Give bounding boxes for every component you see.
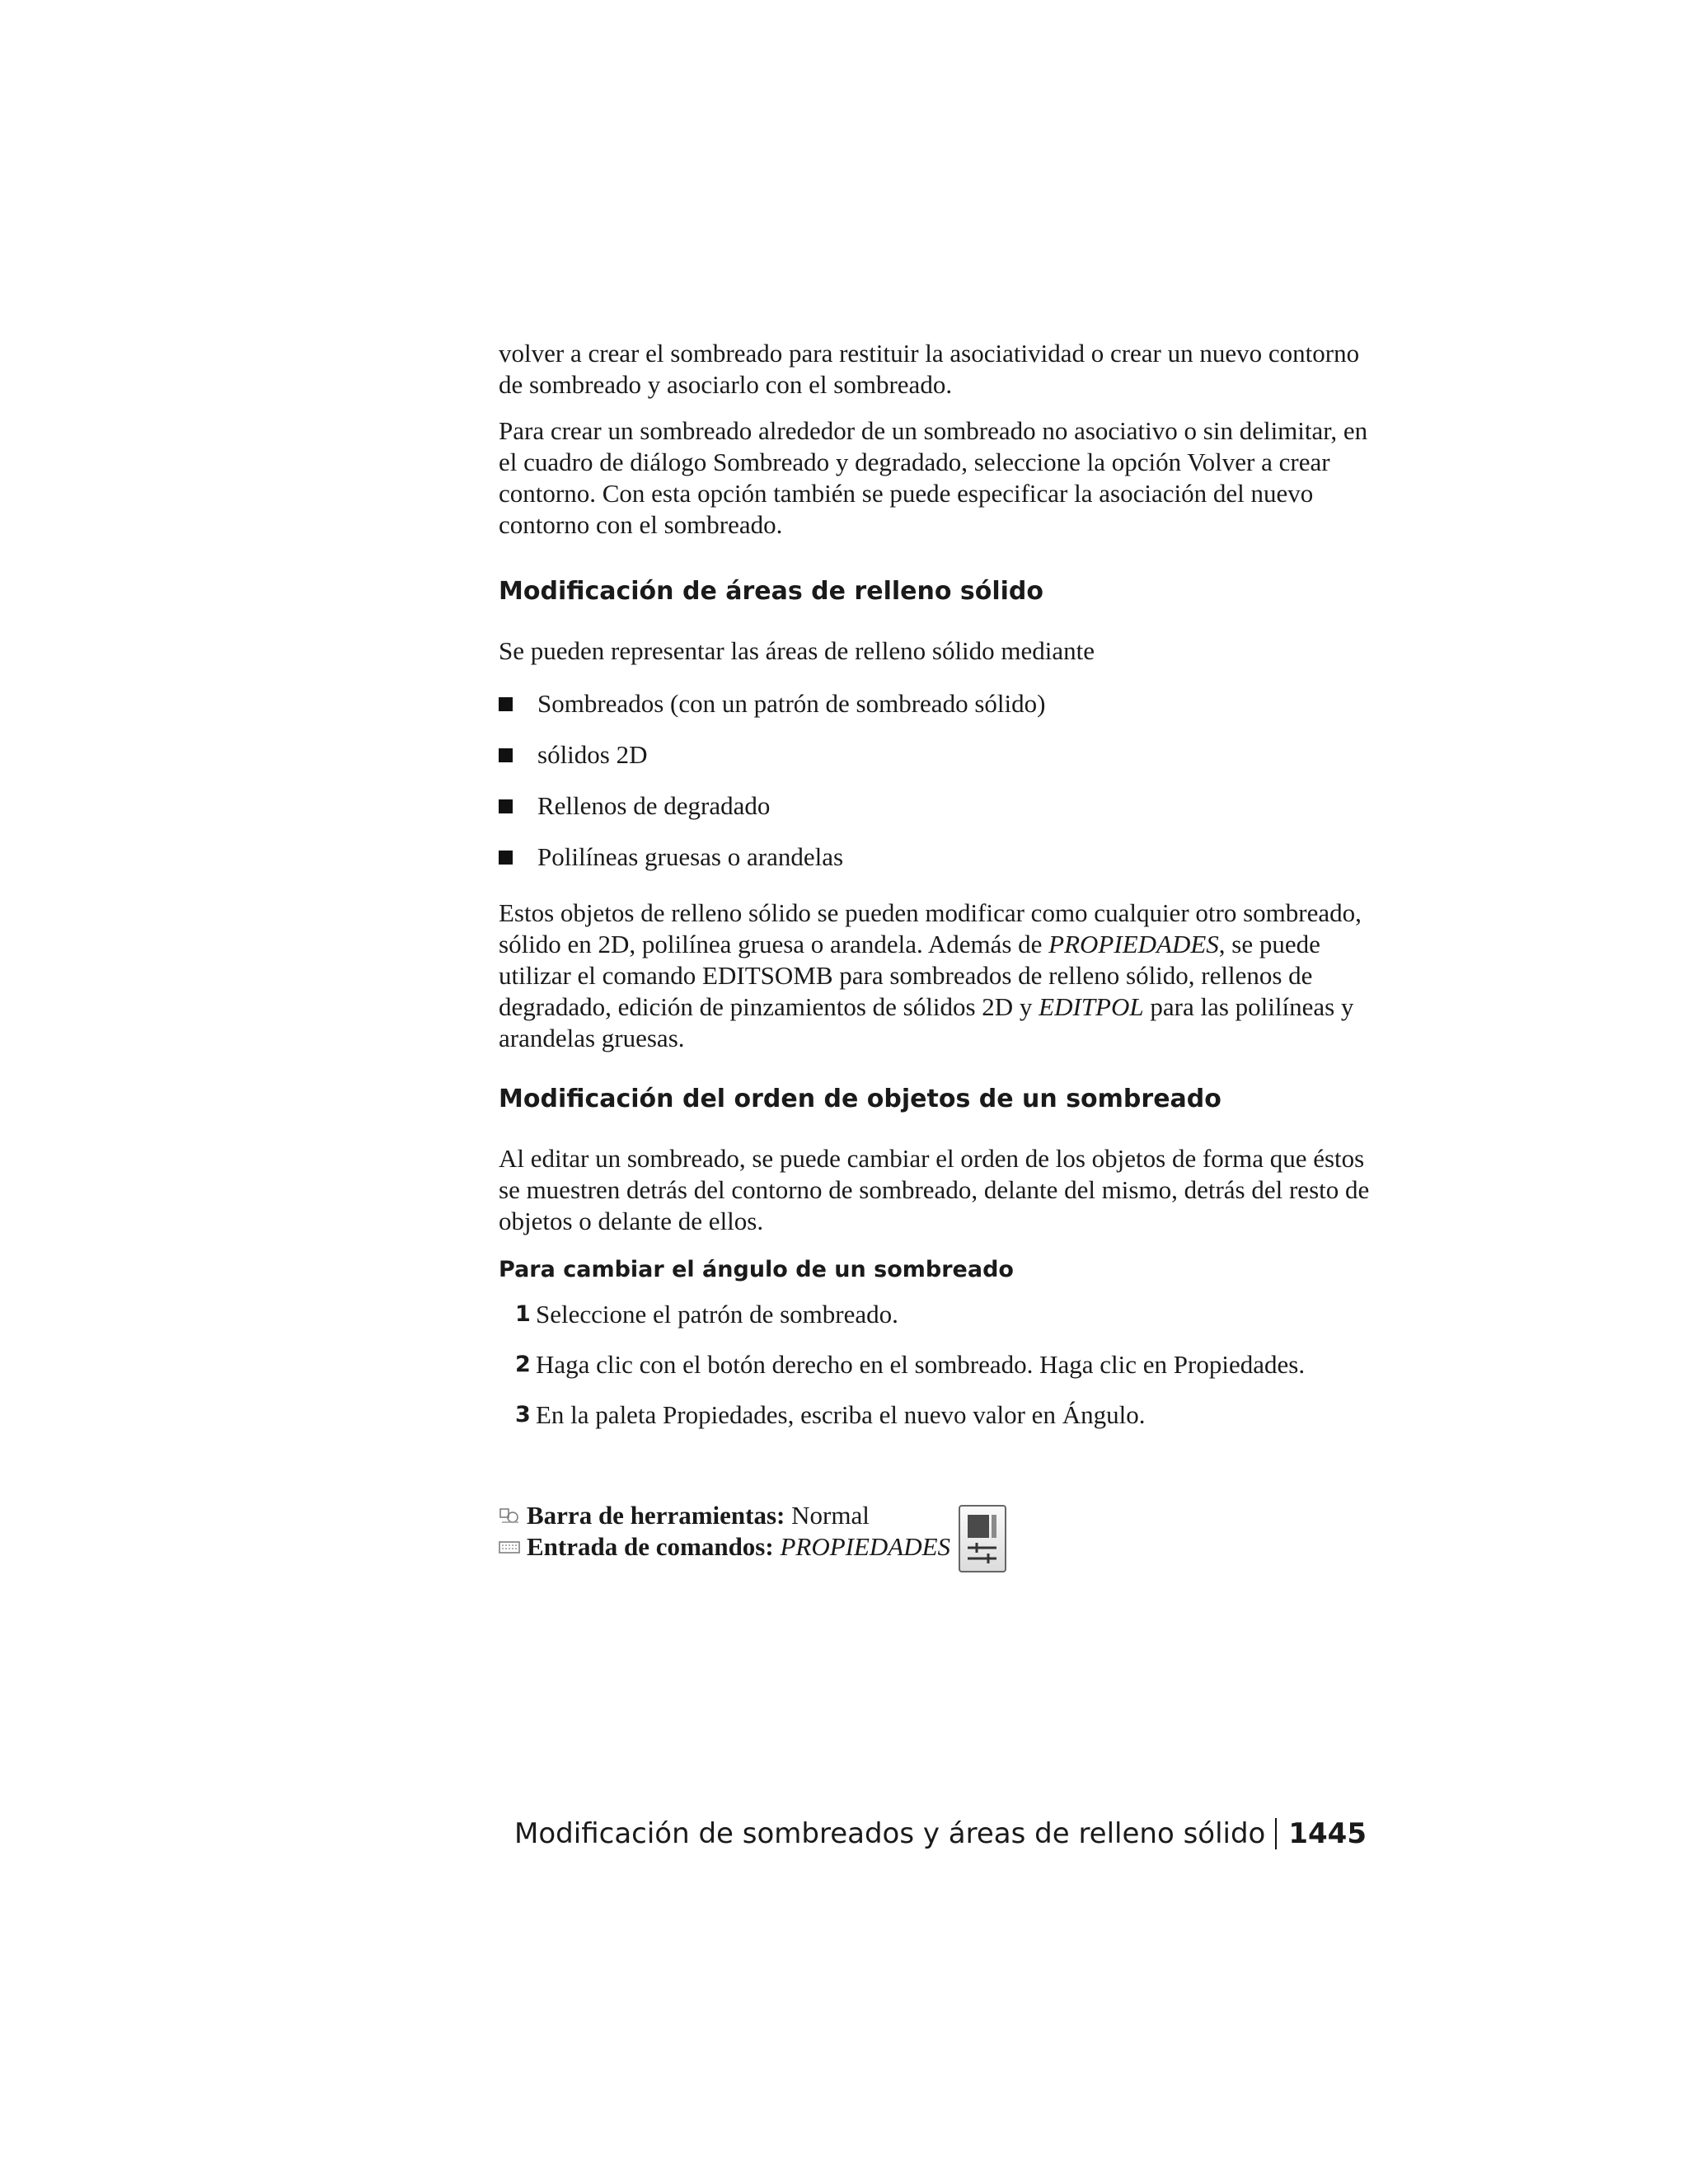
list-item-text: Sombreados (con un patrón de sombreado sólido) — [537, 689, 1046, 718]
body-text-2: , se puede utilizar el comando EDITSOMB para sombreados de relleno sólido, rellenos de degradado, edición de pinzamientos de sólidos 2D y — [499, 930, 1320, 1021]
list-item-text: sólidos 2D — [537, 740, 648, 769]
procedure-step — [499, 1349, 1385, 1380]
bullet-square-icon — [499, 799, 513, 813]
list-item — [499, 790, 1385, 822]
footer-title: Modificación de sombreados y áreas de relleno sólido — [514, 1817, 1266, 1850]
bullet-square-icon — [499, 748, 513, 762]
toolbar-label: Barra de herramientas: — [527, 1501, 785, 1530]
procedure-step — [499, 1399, 1385, 1431]
step-text: Seleccione el patrón de sombreado. — [536, 1300, 898, 1329]
list-item-text: Rellenos de degradado — [537, 791, 771, 820]
toolbar-reference — [499, 1500, 1240, 1531]
footer-separator — [1275, 1818, 1277, 1849]
command-editpol-link[interactable]: EDITPOL — [1039, 992, 1144, 1021]
keyboard-icon — [499, 1538, 520, 1556]
section-lead: Se pueden representar las áreas de relleno sólido mediante — [499, 636, 1095, 665]
body-text-3: para las polilíneas y arandelas gruesas. — [499, 992, 1354, 1052]
procedure-step — [499, 1299, 1385, 1330]
step-number: 1 — [515, 1301, 531, 1327]
toolbar-value[interactable]: Normal — [791, 1501, 870, 1530]
step-number: 3 — [515, 1402, 531, 1427]
bullet-square-icon — [499, 851, 513, 865]
toolbar-icon — [499, 1507, 520, 1525]
list-item-text: Polilíneas gruesas o arandelas — [537, 842, 844, 871]
section-body-paragraph — [499, 898, 1385, 1054]
body-text-1: Estos objetos de relleno sólido se pueden modificar como cualquier otro sombreado, sólido en 2D, polilínea gruesa o arandela. Además de — [499, 898, 1362, 958]
page-number: 1445 — [1288, 1817, 1367, 1850]
page-content — [499, 338, 1385, 1450]
bullet-list — [499, 688, 1385, 873]
list-item — [499, 688, 1385, 719]
intro-paragraph-2: Para crear un sombreado alrededor de un sombreado no asociativo o sin delimitar, en el cuadro de diálogo Sombreado y degradado, seleccione la opción Volver a crear contorno. Con esta opción también se puede especificar la asociación del nuevo contorno con el sombreado. — [499, 416, 1368, 539]
step-number: 2 — [515, 1352, 531, 1377]
reference-block — [499, 1500, 1240, 1563]
bullet-square-icon — [499, 697, 513, 711]
list-item — [499, 841, 1385, 873]
command-label: Entrada de comandos: — [527, 1532, 774, 1561]
command-reference — [499, 1531, 1240, 1563]
command-value[interactable]: PROPIEDADES — [780, 1532, 951, 1561]
procedure-steps — [499, 1299, 1385, 1431]
procedure-title: Para cambiar el ángulo de un sombreado — [499, 1257, 1014, 1282]
step-text: Haga clic con el botón derecho en el sombreado. Haga clic en Propiedades. — [536, 1350, 1306, 1379]
command-properties-link[interactable]: PROPIEDADES — [1048, 930, 1219, 958]
section-heading-draw-order: Modificación del orden de objetos de un sombreado — [499, 1085, 1221, 1113]
draw-order-paragraph: Al editar un sombreado, se puede cambiar el orden de los objetos de forma que éstos se muestren detrás del contorno de sombreado, delante del mismo, detrás del resto de objetos o delante de ellos. — [499, 1144, 1370, 1235]
intro-paragraph-1: volver a crear el sombreado para restituir la asociatividad o crear un nuevo contorno de sombreado y asociarlo con el sombreado. — [499, 339, 1360, 399]
section-heading-solid-fill: Modificación de áreas de relleno sólido — [499, 577, 1044, 606]
step-text: En la paleta Propiedades, escriba el nuevo valor en Ángulo. — [536, 1400, 1146, 1429]
page-footer — [514, 1817, 1367, 1850]
list-item — [499, 739, 1385, 771]
